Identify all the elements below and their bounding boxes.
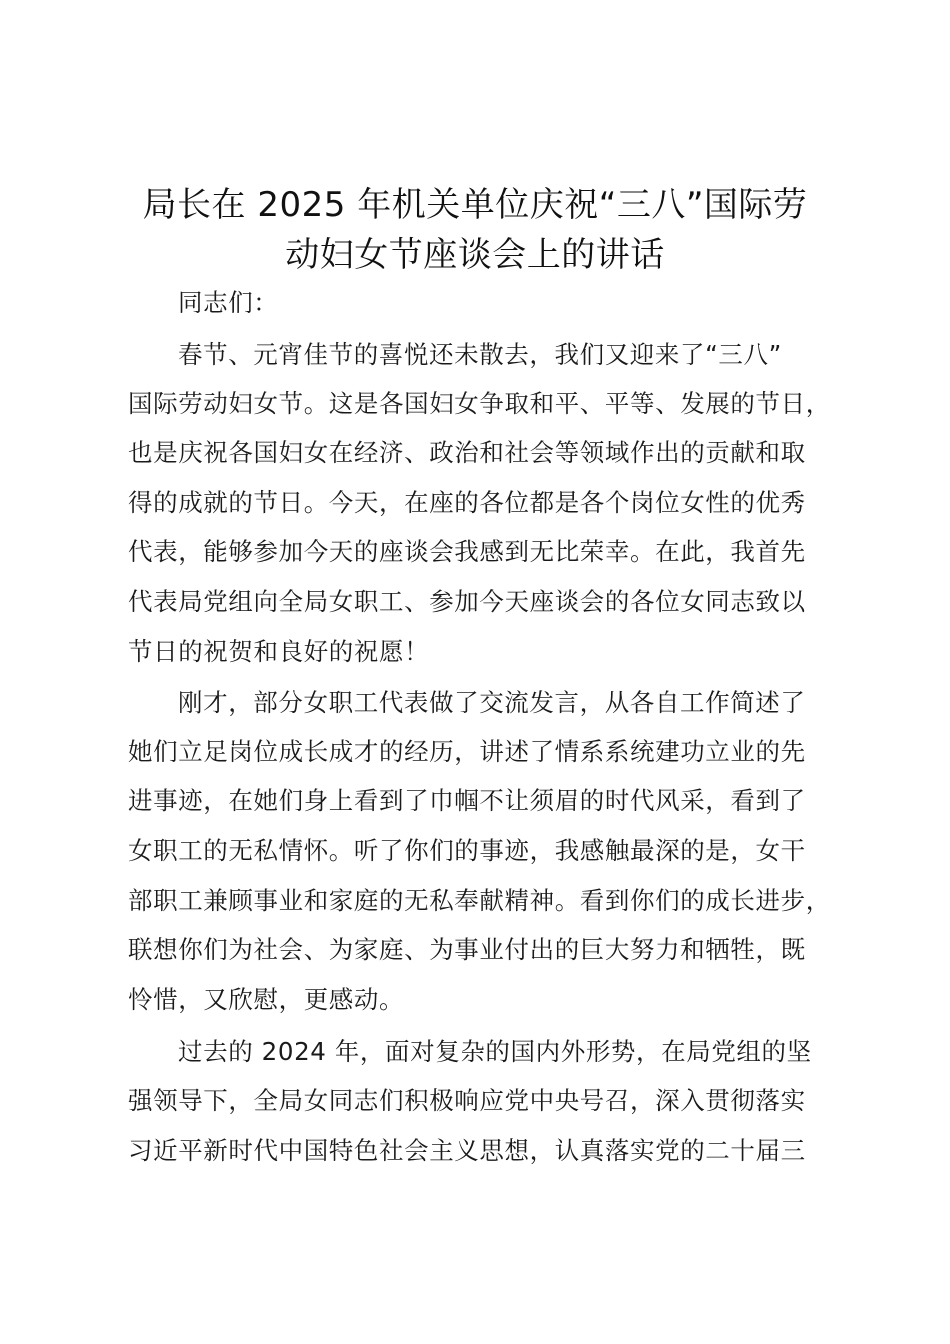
body-line: 刚才，部分女职工代表做了交流发言，从各自工作简述了: [178, 688, 806, 717]
body-line: 她们立足岗位成长成才的经历，讲述了情系系统建功立业的先: [128, 737, 806, 766]
salutation: 同志们：: [178, 288, 279, 317]
body-line: 得的成就的节日。今天，在座的各位都是各个岗位女性的优秀: [128, 488, 806, 517]
body-line: 代表，能够参加今天的座谈会我感到无比荣幸。在此，我首先: [128, 537, 806, 566]
body-line: 节日的祝贺和良好的祝愿！: [128, 637, 430, 666]
title-line-2: 动妇女节座谈会上的讲话: [285, 235, 665, 275]
body-line: 联想你们为社会、为家庭、为事业付出的巨大努力和牺牲，既: [128, 935, 806, 964]
body-line: 进事迹，在她们身上看到了巾帼不让须眉的时代风采，看到了: [128, 786, 806, 815]
body-line: 强领导下，全局女同志们积极响应党中央号召，深入贯彻落实: [128, 1086, 806, 1115]
body-line: 习近平新时代中国特色社会主义思想，认真落实党的二十届三: [128, 1136, 806, 1165]
title-line-1: 局长在 2025 年机关单位庆祝“三八”国际劳: [142, 185, 808, 225]
body-line: 代表局党组向全局女职工、参加今天座谈会的各位女同志致以: [128, 587, 806, 616]
body-line: 春节、元宵佳节的喜悦还未散去，我们又迎来了“三八”: [178, 340, 782, 369]
body-line: 过去的 2024 年，面对复杂的国内外形势，在局党组的坚: [178, 1037, 812, 1066]
body-line: 女职工的无私情怀。听了你们的事迹，我感触最深的是，女干: [128, 836, 806, 865]
body-line: 怜惜，又欣慰，更感动。: [128, 985, 405, 1014]
body-line: 部职工兼顾事业和家庭的无私奉献精神。看到你们的成长进步，: [128, 886, 831, 915]
body-line: 也是庆祝各国妇女在经济、政治和社会等领域作出的贡献和取: [128, 438, 806, 467]
body-line: 国际劳动妇女节。这是各国妇女争取和平、平等、发展的节日，: [128, 389, 831, 418]
